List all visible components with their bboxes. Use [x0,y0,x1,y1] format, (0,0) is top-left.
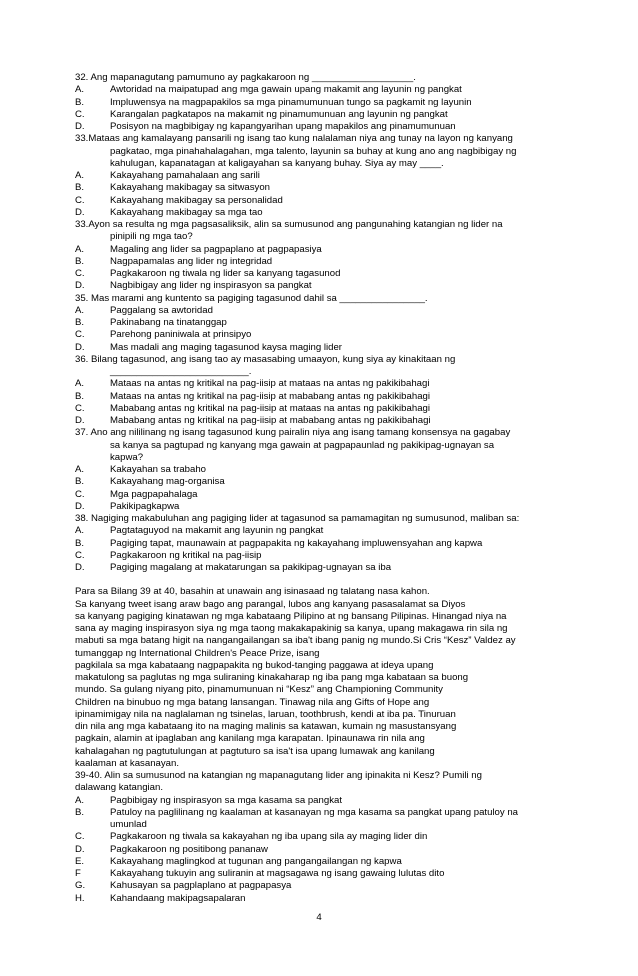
answer-option [75,489,565,501]
option-letter: A. [75,84,85,96]
question-text: 36. Bilang tagasunod, ang isang tao ay masasabing umaayon, kung siya ay kinakitaan ng [75,353,456,365]
option-text: Karangalan pagkatapos na makamit ng pinamumunuan ang layunin ng pangkat [110,108,448,120]
option-text: Magaling ang lider sa pagpaplano at pagpapasiya [110,243,322,255]
option-text: Impluwensya na magpapakilos sa mga pinamumunuan tungo sa pagkamit ng layunin [110,96,472,108]
passage-line: sa kanyang pagiging kinatawan ng mga kabataang Pilipino at ng bansang Pilipinas. Hinangad niya na [75,610,507,622]
option-text: Kakayahang tukuyin ang suliranin at magsagawa ng isang gawaing lulutas dito [110,868,445,879]
passage-line: Children na binubuo ng mga batang lansangan. Tinawag nila ang Gifts of Hope ang [75,696,430,708]
option-text: Kakayahang pamahalaan ang sarili [110,170,260,181]
option-letter: D. [75,415,85,426]
option-letter: B. [75,317,85,328]
option-letter: C. [75,194,85,206]
option-letter: B. [75,806,85,818]
option-letter: D. [75,341,85,353]
option-letter: A. [75,464,85,475]
answer-option [75,182,565,194]
option-letter: C. [75,108,85,120]
answer-option [75,538,565,550]
question-text: 37. Ano ang nililinang ng isang tagasunod kung pairalin niya ang isang tamang konsensya na gagabay [75,427,511,439]
spacer [75,574,565,586]
answer-option [75,268,565,280]
answer-option [75,244,565,256]
passage-line: tumanggap ng International Children's Peace Prize, isang [75,647,320,659]
option-letter: C. [75,831,85,843]
answer-option [75,844,565,856]
question-block [75,427,565,513]
option-text: Mababang antas ng kritikal na pag-iisip at mataas na antas ng pakikibahagi [110,402,430,414]
option-text: Kahusayan sa pagplaplano at pagpapasya [110,880,292,892]
question-block [75,133,565,219]
option-letter: C. [75,549,85,561]
option-letter: B. [75,390,85,402]
answer-option [75,256,565,268]
option-text: Pagiging magalang at makatarungan sa pakikipag-ugnayan sa iba [110,562,392,573]
option-text: Paggalang sa awtoridad [110,304,213,316]
question-text-continued: dalawang katangian. [75,782,164,794]
option-text: Posisyon na magbibigay ng kapangyarihan upang mapakilos ang pinamumunuan [110,121,456,132]
passage-line: kahalagahan ng pagtutulungan at pagtuturo sa isa't isa upang lumawak ang kanilang [75,745,435,757]
option-letter: H. [75,892,85,904]
option-text: Kakayahan sa trabaho [110,464,207,475]
option-letter: D. [75,206,85,218]
question-text-continued: pinipili ng mga tao? [110,231,193,243]
option-letter: B. [75,182,85,194]
option-letter: D. [75,562,85,573]
question-block [75,354,565,428]
option-letter: D. [75,843,85,855]
option-text: Mga pagpapahalaga [110,488,198,500]
question-text: 35. Mas marami ang kuntento sa pagiging tagasunod dahil sa ________________. [75,292,428,304]
answer-option [75,415,565,427]
answer-option [75,378,565,390]
option-text: Mababang antas ng kritikal na pag-iisip at mababang antas ng pakikibahagi [110,415,431,426]
option-text: Pagkakaroon ng kritikal na pag-iisip [110,549,262,561]
answer-option [75,403,565,415]
option-letter: C. [75,488,85,500]
answer-option [75,305,565,317]
answer-option [75,280,565,292]
answer-option [75,195,565,207]
question-block [75,770,565,905]
option-text: Pagkakaroon ng positibong pananaw [110,843,268,855]
page-number: 4 [316,912,322,923]
question-text-continued: sa kanya sa pagtupad ng kanyang mga gawain at pagpapaunlad ng pakikipag-ugnayan sa [110,439,495,451]
answer-option [75,807,565,819]
answer-option [75,329,565,341]
option-letter: A. [75,243,85,255]
option-letter: B. [75,476,85,488]
option-text: Pagtataguyod na makamit ang layunin ng pangkat [110,525,324,537]
answer-option [75,342,565,354]
answer-option [75,207,565,219]
option-letter: E. [75,855,85,867]
option-text-continued: umunlad [110,819,147,830]
option-text: Pagkakaroon ng tiwala ng lider sa kanyang tagasunod [110,268,341,279]
option-text: Patuloy na paglilinang ng kaalaman at kasanayan ng mga kasama sa pangkat upang patuloy na [110,806,519,818]
question-text: 38. Nagiging makabuluhan ang pagiging lider at tagasunod sa pamamagitan ng sumusunod, maliban sa: [75,513,520,524]
answer-option [75,868,565,880]
answer-option [75,109,565,121]
option-letter: F [75,868,81,879]
option-text: Mataas na antas ng kritikal na pag-iisip at mataas na antas ng pakikibahagi [110,378,430,390]
option-text: Pagkakaroon ng tiwala sa kakayahan ng iba upang sila ay maging lider din [110,831,428,843]
question-text: 33.Ayon sa resulta ng mga pagsasaliksik, alin sa sumusunod ang pangunahing katangian ng lider na [75,219,503,230]
question-text-continued: kahulugan, kapanatagan at kaligayahan sa kanyang buhay. Siya ay may ____. [110,157,444,169]
question-text: 33.Mataas ang kamalayang pansarili ng isang tao kung nalalaman niya ang tunay na layon ng kanyang [75,133,513,145]
option-text: Nagbibigay ang lider ng inspirasyon sa pangkat [110,280,312,292]
answer-option [75,562,565,574]
option-letter: B. [75,96,85,108]
question-block [75,293,565,354]
option-text: Kahandaang makipagsapalaran [110,892,246,904]
option-text: Awtoridad na maipatupad ang mga gawain upang makamit ang layunin ng pangkat [110,84,462,96]
option-letter: A. [75,525,85,537]
option-letter: C. [75,402,85,414]
answer-option [75,121,565,133]
answer-option [75,831,565,843]
question-block [75,513,565,574]
option-letter: G. [75,880,86,892]
option-text: Kakayahang makibagay sa personalidad [110,194,283,206]
answer-option [75,391,565,403]
option-letter: A. [75,794,85,806]
option-letter: C. [75,329,85,341]
question-text-continued: pagkatao, mga pinahahalagahan, mga talento, layunin sa buhay at kung ano ang nagbibigay ng [110,145,517,157]
answer-option [75,856,565,868]
option-letter: D. [75,121,85,132]
answer-option [75,893,565,905]
option-letter: D. [75,280,85,292]
option-text: Pakikipagkapwa [110,500,180,512]
question-text: 39-40. Alin sa sumusunod na katangian ng mapanagutang lider ang ipinakita ni Kesz? Pumili ng [75,770,482,781]
option-letter: C. [75,268,85,279]
question-text-continued: kapwa? [110,451,144,463]
option-text: Nagpapamalas ang lider ng integridad [110,255,273,267]
option-text: Kakayahang makibagay sa mga tao [110,206,263,218]
option-text: Mas madali ang maging tagasunod kaysa maging lider [110,341,342,353]
answer-option [75,97,565,109]
option-text: Pakinabang na tinatanggap [110,317,227,328]
option-letter: B. [75,537,85,549]
option-text: Parehong paniniwala at prinsipyo [110,329,252,341]
option-letter: A. [75,170,85,181]
answer-option [75,501,565,513]
passage-instructions: Para sa Bilang 39 at 40, basahin at unawain ang isinasaad ng talatang nasa kahon. [75,586,430,598]
passage-line: kaalaman at kasanayan. [75,757,179,769]
question-block [75,219,565,293]
passage-line: makatulong sa paglutas ng mga suliraning kinakaharap ng iba pang mga kabataan sa buong [75,672,469,683]
question-text: 32. Ang mapanagutang pamumuno ay pagkakaroon ng ___________________. [75,72,416,83]
passage-line: mabuti sa mga batang higit na nangangailangan sa iba't ibang panig ng mundo.Si Cris “Kesz” Valdez ay [75,635,516,647]
answer-option [75,795,565,807]
passage-line: din nila ang mga kabataang ito na maging malinis sa katawan, kumain ng masustansyang [75,721,457,732]
reading-passage [75,586,565,770]
option-letter: B. [75,255,85,267]
option-text: Mataas na antas ng kritikal na pag-iisip at mababang antas ng pakikibahagi [110,390,430,402]
page-content [75,72,565,905]
option-text: Pagbibigay ng inspirasyon sa mga kasama sa pangkat [110,794,342,806]
passage-line: pagkilala sa mga kabataang nagpapakita ng bukod-tanging paggawa at ideya upang [75,659,434,671]
passage-line: sana ay maging inspirasyon siya ng mga taong makakapakinig sa kanya, upang makagawa rin sila ng [75,623,508,634]
passage-line: pagkain, alamin at ipaglaban ang kanilang mga karapatan. Ipinaunawa rin nila ang [75,733,425,745]
option-letter: D. [75,500,85,512]
option-text: Kakayahang makibagay sa sitwasyon [110,182,270,194]
answer-option [75,464,565,476]
passage-line: ipinamimigay nila na naglalaman ng tsinelas, laruan, toothbrush, kendi at iba pa. Tinuruan [75,708,456,720]
question-block [75,72,565,133]
answer-option [75,550,565,562]
option-letter: A. [75,378,85,390]
answer-option [75,880,565,892]
option-text: Pagiging tapat, maunawain at pagpapakita ng kakayahang impluwensyahan ang kapwa [110,537,483,549]
option-letter: A. [75,304,85,316]
question-text-continued: __________________________. [110,366,252,377]
answer-option [75,170,565,182]
passage-line: mundo. Sa gulang niyang pito, pinamumunuan ni “Kesz” ang Championing Community [75,684,443,696]
answer-option [75,84,565,96]
answer-option [75,317,565,329]
passage-line: Sa kanyang tweet isang araw bago ang parangal, lubos ang kanyang pasasalamat sa Diyos [75,598,466,610]
option-text: Kakayahang maglingkod at tugunan ang pangangailangan ng kapwa [110,855,402,867]
option-text: Kakayahang mag-organisa [110,476,225,488]
answer-option [75,525,565,537]
answer-option [75,476,565,488]
